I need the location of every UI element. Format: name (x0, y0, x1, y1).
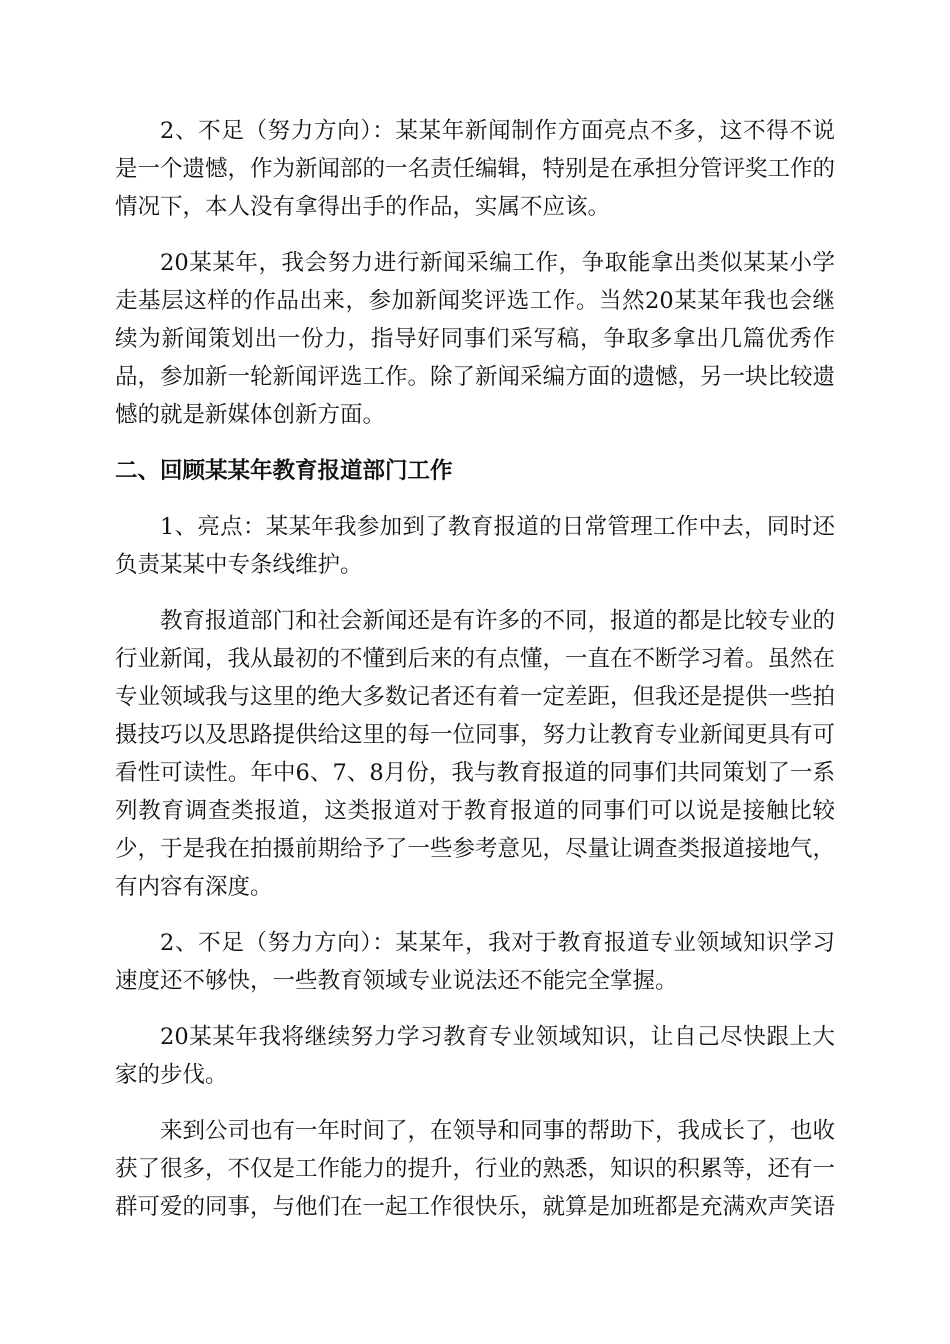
paragraph-highlight-education: 1、亮点：某某年我参加到了教育报道的日常管理工作中去，同时还负责某某中专条线维护。 (115, 514, 835, 578)
section-heading-education: 二、回顾某某年教育报道部门工作 (115, 458, 453, 484)
paragraph-plan-news: 20某某年，我会努力进行新闻采编工作，争取能拿出类似某某小学走基层这样的作品出来，参加新闻奖评选工作。当然20某某年我也会继续为新闻策划出一份力，指导好同事们采写稿，争取多拿出几篇优秀作品，参加新一轮新闻评选工作。除了新闻采编方面的遗憾，另一块比较遗憾的就是新媒体创新方面。 (115, 250, 836, 428)
paragraph-shortcoming-education: 2、不足（努力方向）：某某年，我对于教育报道专业领域知识学习速度还不够快，一些教育领域专业说法还不能完全掌握。 (115, 930, 835, 994)
paragraph-reflection: 来到公司也有一年时间了，在领导和同事的帮助下，我成长了，也收获了很多，不仅是工作能力的提升，行业的熟悉，知识的积累等，还有一群可爱的同事，与他们在一起工作很快乐，就算是加班都是充满欢声笑语 (115, 1118, 836, 1220)
paragraph-plan-education: 20某某年我将继续努力学习教育专业领域知识，让自己尽快跟上大家的步伐。 (115, 1024, 835, 1088)
document-page (115, 112, 835, 1244)
paragraph-shortcoming-news: 2、不足（努力方向）：某某年新闻制作方面亮点不多，这不得不说是一个遗憾，作为新闻部的一名责任编辑，特别是在承担分管评奖工作的情况下，本人没有拿得出手的作品，实属不应该。 (115, 118, 836, 220)
paragraph-education-details: 教育报道部门和社会新闻还是有许多的不同，报道的都是比较专业的行业新闻，我从最初的不懂到后来的有点懂，一直在不断学习着。虽然在专业领域我与这里的绝大多数记者还有着一定差距，但我还是提供一些拍摄技巧以及思路提供给这里的每一位同事，努力让教育专业新闻更具有可看性可读性。年中6、7、8月份，我与教育报道的同事们共同策划了一系列教育调查类报道，这类报道对于教育报道的同事们可以说是接触比较少，于是我在拍摄前期给予了一些参考意见，尽量让调查类报道接地气，有内容有深度。 (115, 608, 836, 900)
